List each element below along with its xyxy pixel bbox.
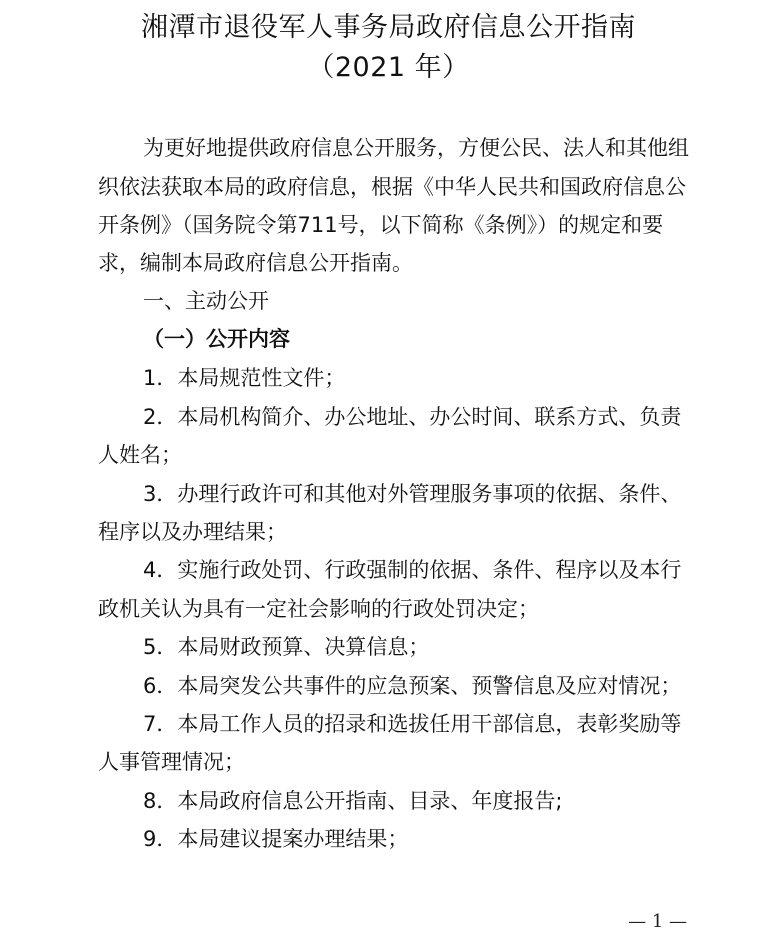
paragraph-line: 开条例》（国务院令第711号，以下简称《条例》）的规定和要 — [98, 213, 664, 237]
list-item: 9．本局建议提案办理结果； — [143, 827, 409, 851]
document-year: （2021 年） — [307, 52, 470, 83]
list-item-continuation: 政机关认为具有一定社会影响的行政处罚决定； — [98, 597, 539, 621]
list-item: 1．本局规范性文件； — [143, 366, 346, 390]
list-item-continuation: 人事管理情况； — [98, 750, 245, 774]
document-title: 湘潭市退役军人事务局政府信息公开指南 — [141, 12, 636, 43]
section-heading: 一、主动公开 — [143, 289, 269, 313]
page-number: — 1 — — [628, 911, 687, 932]
list-item: 5．本局财政预算、决算信息； — [143, 635, 430, 659]
paragraph-line: 求，编制本局政府信息公开指南。 — [98, 251, 413, 275]
list-item: 3．办理行政许可和其他对外管理服务事项的依据、条件、 — [143, 482, 682, 506]
list-item-continuation: 程序以及办理结果； — [98, 520, 287, 544]
paragraph-line: 织依法获取本局的政府信息，根据《中华人民共和国政府信息公 — [98, 175, 686, 199]
subsection-heading: （一）公开内容 — [143, 327, 290, 351]
paragraph-line: 为更好地提供政府信息公开服务，方便公民、法人和其他组 — [143, 136, 689, 160]
list-item: 8．本局政府信息公开指南、目录、年度报告; — [143, 789, 563, 813]
list-item: 2．本局机构简介、办公地址、办公时间、联系方式、负责 — [143, 405, 682, 429]
list-item: 4．实施行政处罚、行政强制的依据、条件、程序以及本行 — [143, 558, 682, 582]
list-item: 6．本局突发公共事件的应急预案、预警信息及应对情况； — [143, 674, 682, 698]
list-item-continuation: 人姓名； — [98, 443, 182, 467]
list-item: 7．本局工作人员的招录和选拔任用干部信息，表彰奖励等 — [143, 712, 682, 736]
